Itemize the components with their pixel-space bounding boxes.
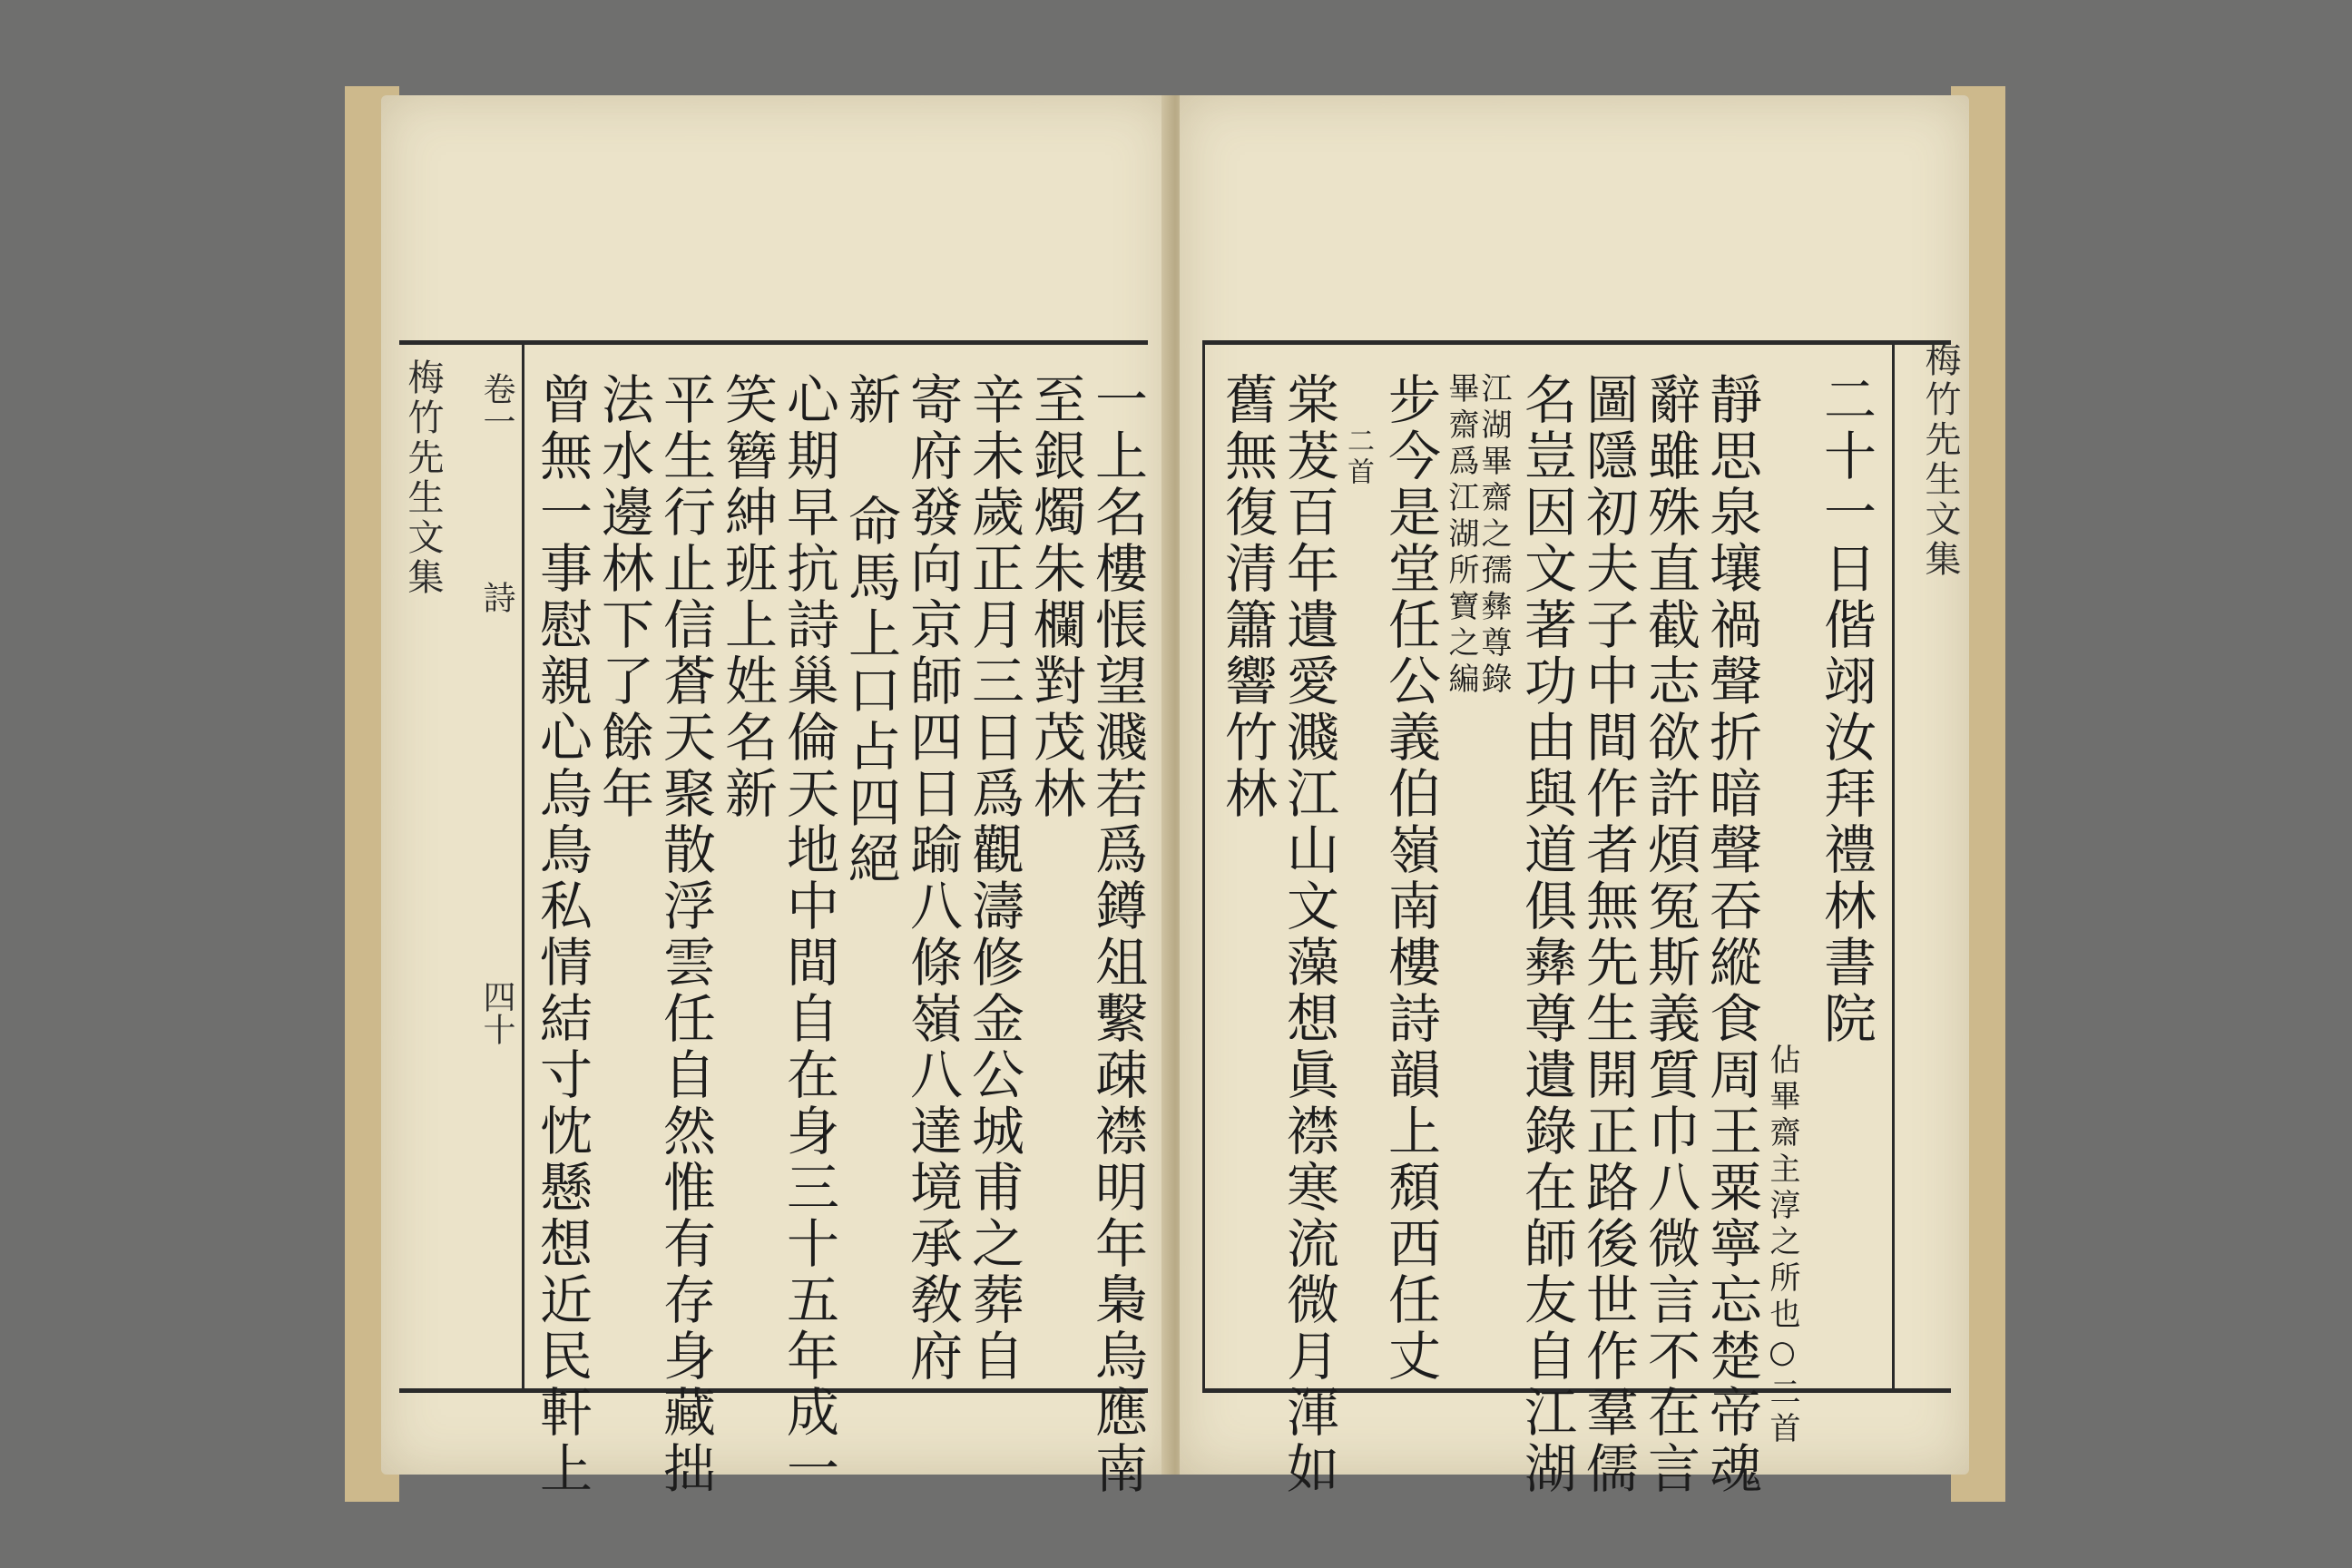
text-column: 寄府發向京師四日踰八條嶺八達境承敎府 [901, 372, 963, 1385]
left-page [381, 95, 1171, 1497]
text-column: 名豈因文著功由與道俱彝尊遺錄在師友自江湖 [1515, 372, 1577, 1497]
text-column-note: 畢齋爲江湖所寶之編 [1443, 372, 1479, 699]
right-page [1180, 95, 1969, 1497]
text-column: 法水邊林下了餘年 [593, 372, 654, 822]
text-column: 二十一日偕翊汝拜禮林書院 [1815, 372, 1877, 1047]
text-column: 辭雖殊直截志欲許煩冤斯義質巾八微言不在言 [1639, 372, 1700, 1497]
text-column: 步今是堂任公義伯嶺南樓詩韻上頹西任丈 [1379, 372, 1441, 1385]
right-inner-rule [1202, 345, 1205, 1388]
right-margin-title: 梅竹先生文集 [1919, 340, 1961, 580]
text-column: 至銀燭朱欄對茂林 [1024, 372, 1086, 822]
right-text-frame [1202, 340, 1951, 1497]
text-column: 辛未歲正月三日爲觀濤修金公城甫之葬自 [963, 372, 1024, 1385]
left-section: 詩 [478, 581, 515, 613]
text-column-note: 佔畢齋主淳之所也○二首 [1764, 1044, 1800, 1448]
text-column-note: 二首 [1342, 426, 1374, 488]
text-column: 曾無一事慰親心烏鳥私情結寸忱懸想近民軒上 [531, 372, 593, 1497]
open-book [345, 86, 2005, 1502]
left-inner-rule [522, 345, 524, 1388]
right-outer-rule [1892, 345, 1895, 1388]
text-column: 笑簪紳班上姓名新 [716, 372, 778, 822]
left-page-number: 四十 [478, 980, 515, 1045]
left-volume: 卷一 [478, 372, 515, 437]
text-column-note: 江湖畢齋之孺彝尊錄 [1475, 372, 1512, 699]
text-column: 心期早抗詩巢倫天地中間自在身三十五年成一 [778, 372, 839, 1497]
text-column: 新 命馬上口占四絕 [839, 372, 901, 887]
left-text-frame [399, 340, 1148, 1497]
left-margin-title: 梅竹先生文集 [402, 358, 444, 598]
text-column: 舊無復清簫響竹林 [1216, 372, 1278, 822]
text-column: 圖隱初夫子中間作者無先生開正路後世作羣儒 [1577, 372, 1639, 1497]
text-column: 靜思泉壤禍聲折暗聲吞縱食周王粟寧忘楚帝魂 [1700, 372, 1762, 1497]
text-column: 平生行止信蒼天聚散浮雲任自然惟有存身藏拙 [654, 372, 716, 1497]
text-column: 一上名樓悵望濺若爲鐏俎繫疎襟明年梟烏應南 [1086, 372, 1148, 1497]
text-column: 棠茇百年遺愛濺江山文藻想眞襟寒流微月渾如 [1278, 372, 1339, 1497]
